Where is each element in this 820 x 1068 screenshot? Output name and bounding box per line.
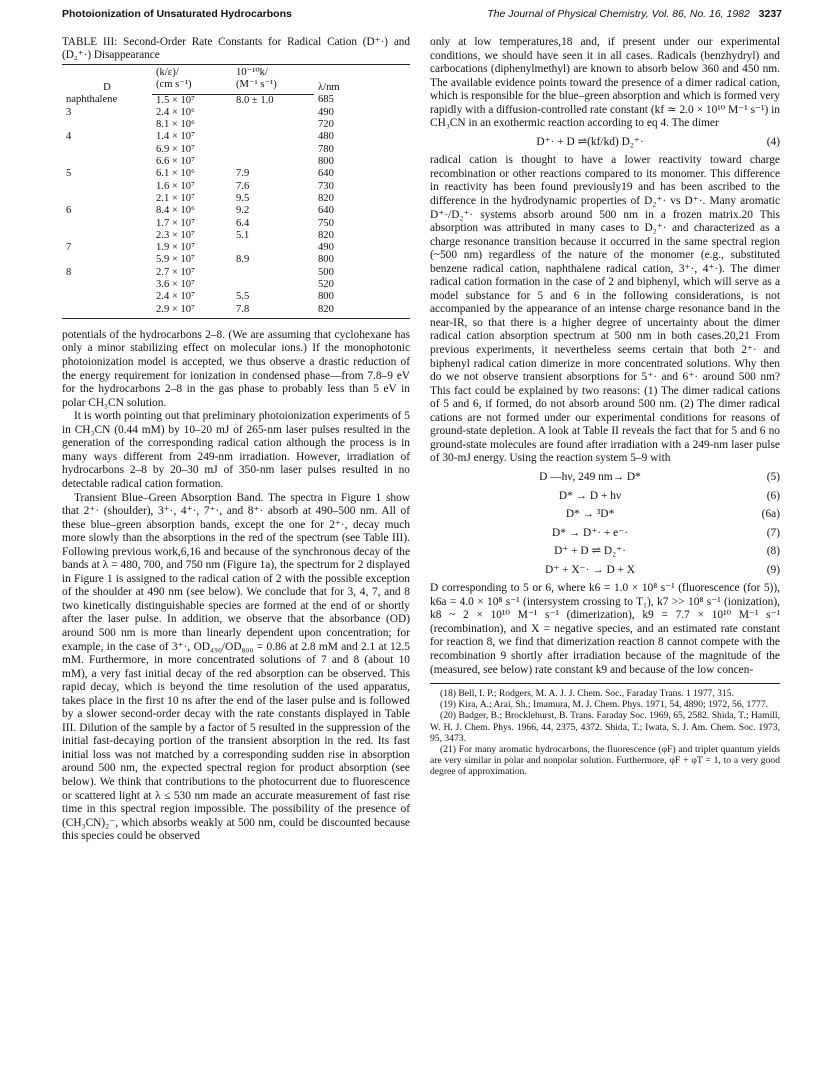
paragraph: Transient Blue–Green Absorption Band. The spectra in Figure 1 show that 2⁺· (shoulder), 3⁺·, 4⁺·, 7⁺·, and 8⁺· absorb at 490–500 nm. All of these blue–green absorption bands, except the one for 2⁺·, decay much more slowly than the absorptions in the red of the spectrum (see Table III). Following previous work,6,16 and because of the synchronous decay of the bands at λ = 480, 700, and 750 nm (Figure 1a), the spectrum for 2 displayed in Figure 1 is assigned to the radical cation of 2 with the possible exception of the shoulder at 490 nm (see below). We conclude that for 3, 4, 7, and 8 two kinetically distinguishable species are formed at the end of or shortly after the laser pulse. In addition, we observe that the absorbance (OD) around 500 nm is more than linearly dependent upon concentration; for example, in the case of 3⁺·, OD₄₉₀/OD₈₀₀ = 0.86 at 2.8 mM and 2.1 at 12.5 mM. Furthermore, in more concentrated solutions of 7 and 8 (about 10 mM), a very fast initial decay of the red absorption can be observed. This rapid decay, which is beyond the time resolution of the used apparatus, takes place in the first 10 ns after the end of the laser pulse and is followed by a slower second-order decay with the rate constants displayed in Table III. Dilution of the sample by a factor of 5 resulted in the suppression of the initial fast-decaying portion of the transient absorption in the red. Its fast initial loss was not matched by a corresponding sudden rise in absorption around 500 nm, the expected spectral region for product absorption (see below). We think that contributions to the photocurrent due to fluorescence or scattered light at λ ≤ 530 nm made an accurate measurement of fast rise time in this spectral region impossible. The possibility of the presence of (CH₃CN)₂⁻, which absorbs weakly at 500 nm, could be discounted because this species could be observed — [62, 491, 410, 843]
table-cell: 800 — [318, 156, 334, 168]
equation-formula: D⁺· + D ⇌(kf/kd) D₂⁺· — [536, 135, 644, 148]
table-cell: 820 — [318, 229, 334, 241]
equation — [430, 508, 780, 522]
table-cell — [62, 181, 152, 193]
table-cell: 2.7 × 10⁷ — [156, 266, 195, 278]
equation — [430, 527, 780, 541]
table-cell: 3 — [66, 106, 72, 118]
table-row — [62, 267, 410, 279]
header-title: Photoionization of Unsaturated Hydrocarbons — [62, 8, 292, 20]
col-header-k-eps-unit: (cm s⁻¹) — [152, 79, 232, 94]
equation-formula: D —hν, 249 nm→ D* — [539, 470, 641, 483]
table-cell: 640 — [318, 168, 334, 180]
table-cell: 9.5 — [236, 192, 250, 204]
table-cell: 3.6 × 10⁷ — [156, 279, 195, 291]
table-cell: 800 — [318, 291, 334, 303]
equation-number: (4) — [766, 135, 780, 148]
table-row — [62, 156, 410, 168]
table-cell — [232, 279, 314, 291]
table-cell: 6.6 × 10⁷ — [156, 156, 195, 168]
equation-formula: D* → D⁺· + e⁻· — [551, 526, 629, 539]
paragraph: potentials of the hydrocarbons 2–8. (We are assuming that cyclohexane has only a minor stabilizing effect on molecular ions.) If the monophotonic photoionization model is accepted, we thus observe a drastic reduction of the energy requirement for ionization in condensed phase—from 7.8–9 eV for the hydrocarbons 2–8 in the gas phase to probably less than 5 eV in polar CH₃CN solution. — [62, 328, 410, 409]
table-cell: naphthalene — [66, 94, 118, 106]
table-row — [62, 119, 410, 131]
table-cell: 8.4 × 10⁶ — [156, 205, 195, 217]
table-cell — [232, 144, 314, 156]
equation-formula: D* → ³D* — [565, 508, 615, 521]
table-cell: 6 — [66, 205, 72, 217]
equation — [430, 564, 780, 578]
equation-formula: D⁺ + D ⇌ D₂⁺· — [554, 545, 626, 558]
table-cell: 7.8 — [232, 304, 314, 319]
equation — [430, 545, 780, 559]
table-cell — [232, 242, 314, 254]
right-column — [430, 36, 780, 778]
table-cell: 5 — [66, 168, 72, 180]
table-cell: 520 — [318, 279, 334, 291]
reference-item: (20) Badger, B.; Brocklehurst, B. Trans. Faraday Soc. 1969, 65, 2582. Shida, T.; Hamill, W. H. J. Chem. Phys. 1966, 44, 2375, 4372. Shida, T.; Iwata, S. J. Am. Chem. Soc. 1973, 95, 3473. — [430, 710, 780, 744]
table-cell: 5.5 — [236, 291, 250, 303]
table-row — [62, 168, 410, 180]
table-row — [62, 94, 410, 107]
left-body-text — [62, 329, 410, 844]
table-cell: 2.4 × 10⁶ — [156, 106, 195, 118]
table-cell: 820 — [318, 192, 334, 204]
table-row — [62, 230, 410, 242]
table-cell — [62, 279, 152, 291]
table-cell: 820 — [314, 304, 410, 319]
reference-item: (21) For many aromatic hydrocarbons, the fluorescence (φF) and triplet quantum yields are very similar in polar and nonpolar solution. Furthermore, φF + φT = 1, to a very good degree of approximation. — [430, 744, 780, 778]
table-cell: 7.6 — [236, 180, 250, 192]
paragraph-dimer-intro: only at low temperatures,18 and, if present under our experimental conditions, we should have seen it in all cases. Radicals (benzhydryl) and carbocations (diphenylmethyl) are known to absorb below 360 and 450 nm. The available evidence points toward the presence of a dimer radical cation, which is responsible for the blue–green absorption and which is formed very rapidly with a diffusion-controlled rate constant (kf ≃ 2.0 × 10¹⁰ M⁻¹ s⁻¹) in CH₃CN in an exothermic reaction according to eq 4. The dimer — [430, 36, 780, 130]
table-row — [62, 107, 410, 119]
paragraph: It is worth pointing out that preliminary photoionization experiments of 5 in CH₃CN (0.44 mM) by 10–20 mJ of 265-nm laser pulses resulted in the generation of the corresponding radical cation although the process is in many ways different from 249-nm irradiation. However, irradiation of hydrocarbons 2–8 by 20–30 mJ of 350-nm laser pulses resulted in no detectable radical cation formation. — [62, 410, 410, 490]
table-cell: 490 — [318, 242, 334, 254]
table-cell: 2.4 × 10⁷ — [156, 291, 195, 303]
equation-formula: D* → D + hν — [558, 489, 622, 502]
table-cell — [62, 291, 152, 303]
reaction-system — [430, 471, 780, 577]
equation-4 — [430, 136, 780, 150]
equation — [430, 471, 780, 485]
page-number: 3237 — [758, 8, 782, 20]
col-header-d: D — [62, 65, 152, 95]
col-header-k-unit: (M⁻¹ s⁻¹) — [232, 79, 314, 94]
table-cell: 2.1 × 10⁷ — [156, 192, 195, 204]
table-cell: 490 — [318, 106, 334, 118]
table-cell: 4 — [66, 131, 72, 143]
table-row — [62, 131, 410, 143]
col-header-lambda: λ/nm — [314, 65, 410, 95]
left-column — [62, 36, 410, 844]
table-cell: 730 — [318, 180, 334, 192]
equation-number: (5) — [766, 470, 780, 483]
table-cell: 2.3 × 10⁷ — [156, 229, 195, 241]
table-caption: TABLE III: Second-Order Rate Constants for Radical Cation (D⁺·) and (D₂⁺·) Disappearance — [62, 36, 410, 61]
reference-item: (18) Bell, I. P.; Rodgers, M. A. J. J. Chem. Soc., Faraday Trans. 1 1977, 315. — [440, 688, 734, 700]
table-cell: 750 — [318, 217, 334, 229]
table-cell: 1.4 × 10⁷ — [156, 131, 195, 143]
table-cell: 9.2 — [236, 205, 250, 217]
table-cell: 8.0 ± 1.0 — [236, 94, 274, 106]
table-cell: 640 — [318, 205, 334, 217]
col-header-k-eps: (k/ε)/ — [152, 65, 232, 80]
running-header — [62, 8, 782, 28]
equation-number: (9) — [766, 563, 780, 576]
table-row — [62, 279, 410, 291]
table-cell — [62, 230, 152, 242]
table-cell: 1.7 × 10⁷ — [156, 217, 195, 229]
table-cell — [62, 119, 152, 131]
rate-constants-table — [62, 64, 410, 319]
table-cell: 500 — [318, 266, 334, 278]
table-cell: 6.4 — [236, 217, 250, 229]
equation-number: (6) — [766, 489, 780, 502]
table-cell: 1.6 × 10⁷ — [156, 180, 195, 192]
equation-formula: D⁺ + X⁻· → D + X — [544, 563, 636, 576]
table-cell — [62, 193, 152, 205]
table-cell: 5.9 × 10⁷ — [156, 254, 195, 266]
equation-number: (8) — [766, 545, 780, 558]
table-cell: 1.9 × 10⁷ — [156, 242, 195, 254]
table-row — [62, 144, 410, 156]
table-cell: 1.5 × 10⁷ — [156, 94, 195, 106]
table-cell: 800 — [318, 254, 334, 266]
table-cell: 480 — [318, 131, 334, 143]
table-row — [62, 291, 410, 303]
table-cell: 8.1 × 10⁶ — [156, 119, 195, 131]
col-header-k: 10⁻¹⁰k/ — [232, 65, 314, 80]
paragraph-dimer-reactivity: radical cation is thought to have a lower reactivity toward charge recombination or other reactions compared to its monomer. This difference in reactivity has been found previously19 and has been ascribed to the difference in the hydrodynamic properties of D₂⁺· vs D⁺·. Many aromatic D⁺·/D₂⁺· systems absorb around 500 nm in a frozen matrix.20 This absorption was attributed in many cases to D₂⁺· and characterized as a charge resonance transition because it occurred in the same spectral region (~500 nm) regardless of the nature of the monomer (e.g., substituted benzene radical cation, naphthalene radical cation, 3⁺·, 4⁺·). The dimer radical cation formation in the case of 2 and biphenyl, which will serve as a model substance for 5 and 6 in the following considerations, is not accompanied by the appearance of an intense charge resonance band in the near-IR, so that there is a higher degree of uncertainty about the dimer radical cation absorption spectrum at 500 nm in both cases.20,21 From previous experiments, it nevertheless seems certain that both 2⁺· and biphenyl radical cation dimerize in more concentrated solutions. Why then do we not observe transient absorptions for 5⁺· and 6⁺· around 500 nm? This fact could be explained by two reasons: (1) The dimer radical cations of 5 and 6, if formed, do not absorb around 500 nm. (2) The dimer radical cations are not formed under our experimental conditions for reasons of ground-state depletion. A look at Table II reveals the fact that for 5 and 6 no ground-state molecules are found after irradiation with a 249-nm laser pulse of 30-mJ energy. Using the reaction system 5–9 with — [430, 154, 780, 465]
table-cell: 685 — [318, 94, 334, 106]
equation — [430, 490, 780, 504]
table-row — [62, 242, 410, 254]
reference-item: (19) Kira, A.; Arai, Sh.; Imamura, M. J. Chem. Phys. 1971, 54, 4890; 1972, 56, 1777. — [440, 699, 769, 711]
header-journal: The Journal of Physical Chemistry, Vol. 86, No. 16, 1982 3237 — [487, 8, 782, 20]
table-cell: 720 — [318, 119, 334, 131]
table-cell: 780 — [318, 143, 334, 155]
table-cell — [62, 156, 152, 168]
table-cell — [232, 131, 314, 143]
table-cell — [232, 107, 314, 119]
table-row — [62, 181, 410, 193]
table-cell — [232, 156, 314, 168]
table-row — [62, 205, 410, 217]
equation-number: (7) — [766, 526, 780, 539]
table-cell: 7 — [66, 242, 72, 254]
table-cell — [62, 218, 152, 230]
table-cell: 6.9 × 10⁷ — [156, 143, 195, 155]
table-cell: 8.9 — [236, 254, 250, 266]
table-cell — [62, 304, 152, 319]
table-row — [62, 193, 410, 205]
table-row — [62, 304, 410, 319]
table-cell — [62, 254, 152, 266]
equation-number: (6a) — [761, 508, 780, 521]
table-cell: 7.9 — [236, 168, 250, 180]
paragraph-rate-constants: D corresponding to 5 or 6, where k6 = 1.0 × 10⁸ s⁻¹ (fluorescence (for 5)), k6a = 4.0 × 10⁸ s⁻¹ (intersystem crossing to T₁), k7 >> 10⁸ s⁻¹ (ionization), k8 ~ 2 × 10¹⁰ M⁻¹ s⁻¹ (dimerization), k9 = 7.7 × 10¹⁰ M⁻¹ s⁻¹ (recombination), and X = negative species, and an estimated rate constant for reaction 8, we find that dimerization reaction 8 cannot compete with the recombination 9 shortly after irradiation because of the magnitude of the (measured, see below) rate constant k9 and because of the low concen- — [430, 582, 780, 676]
table-cell: 8 — [66, 266, 72, 278]
table-cell: 2.9 × 10⁷ — [152, 304, 232, 319]
references — [430, 683, 780, 778]
table-row — [62, 218, 410, 230]
table-cell — [62, 144, 152, 156]
table-cell: 5.1 — [236, 229, 250, 241]
table-cell: 6.1 × 10⁶ — [156, 168, 195, 180]
table-row — [62, 254, 410, 266]
table-cell — [232, 267, 314, 279]
table-cell — [232, 119, 314, 131]
